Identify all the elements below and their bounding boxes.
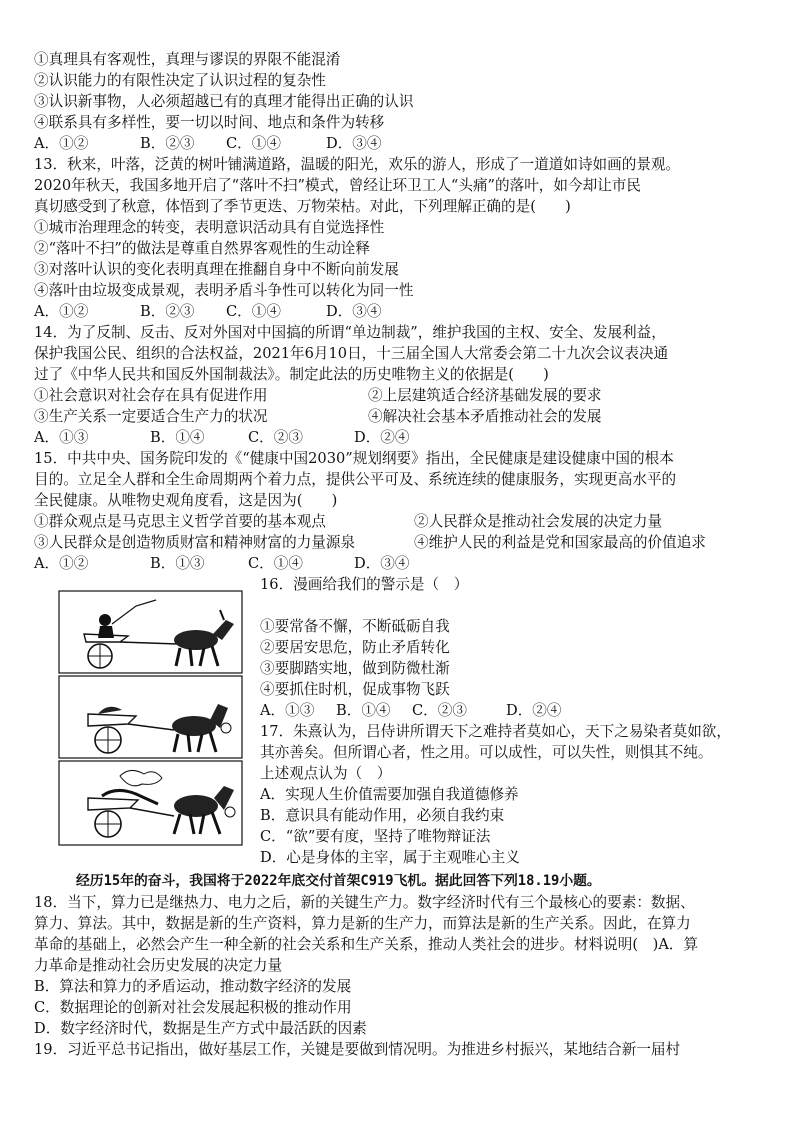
q19-stem-line-1: 19．习近平总书记指出，做好基层工作，关键是要做到情况明。为推进乡村振兴，某地结合新一届村 bbox=[34, 1041, 681, 1058]
q17-option-c[interactable]: C．“欲”要有度，坚持了唯物辩证法 bbox=[260, 828, 491, 845]
q18-stem-line-2: 算力、算法。其中，数据是新的生产资料，算力是新的生产力，而算法是新的生产关系。因此，在算力 bbox=[34, 915, 691, 932]
q12-item-4: ④联系具有多样性，要一切以时间、地点和条件为转移 bbox=[34, 114, 385, 131]
q16-stem: 16．漫画给我们的警示是（ ） bbox=[260, 576, 469, 593]
q13-option-d[interactable]: D．③④ bbox=[326, 303, 382, 320]
q13-item-2: ②“落叶不扫”的做法是尊重自然界客观性的生动诠释 bbox=[34, 240, 370, 257]
q18-option-d[interactable]: D．数字经济时代，数据是生产方式中最活跃的因素 bbox=[34, 1020, 367, 1037]
q18-stem-line-3: 革命的基础上，必然会产生一种全新的社会关系和生产关系，推动人类社会的进步。材料说明( )A．算 bbox=[34, 936, 699, 953]
q12-options bbox=[34, 134, 381, 154]
q15-items-row-1 bbox=[34, 512, 662, 532]
q14-item-3: ③生产关系一定要适合生产力的状况 bbox=[34, 408, 268, 425]
q15-option-b[interactable]: B．①③ bbox=[150, 555, 205, 572]
q14-item-1: ①社会意识对社会存在具有促进作用 bbox=[34, 387, 268, 404]
q12-item-2: ②认识能力的有限性决定了认识过程的复杂性 bbox=[34, 72, 326, 89]
q14-stem-line-2: 保护我国公民、组织的合法权益，2021年6月10日，十三届全国人大常委会第二十九次会议表决通 bbox=[34, 345, 669, 362]
q14-stem-line-3: 过了《中华人民共和国反外国制裁法》。制定此法的历史唯物主义的依据是( ) bbox=[34, 366, 549, 383]
q12-option-c[interactable]: C．①④ bbox=[226, 135, 281, 152]
q12-item-3: ③认识新事物，人必须超越已有的真理才能得出正确的认识 bbox=[34, 93, 414, 110]
q15-items-row-2 bbox=[34, 533, 706, 553]
q15-stem-line-3: 全民健康。从唯物史观角度看，这是因为( ) bbox=[34, 492, 338, 509]
q16-option-d[interactable]: D．②④ bbox=[506, 702, 562, 719]
q18-stem-line-1: 18．当下，算力已是继热力、电力之后，新的关键生产力。数字经济时代有三个最核心的要素：数据、 bbox=[34, 894, 695, 911]
q14-option-d[interactable]: D．②④ bbox=[354, 429, 410, 446]
q17-stem-line-2: 其亦善矣。但所谓心者，性之用。可以成性，可以失性，则惧其不纯。 bbox=[260, 744, 713, 761]
q18-option-b[interactable]: B．算法和算力的矛盾运动，推动数字经济的发展 bbox=[34, 978, 352, 995]
q13-item-4: ④落叶由垃圾变成景观，表明矛盾斗争性可以转化为同一性 bbox=[34, 282, 414, 299]
q18-option-c[interactable]: C．数据理论的创新对社会发展起积极的推动作用 bbox=[34, 999, 352, 1016]
q16-options bbox=[260, 701, 561, 721]
q13-stem-line-1: 13．秋来，叶落，泛黄的树叶铺满道路，温暖的阳光，欢乐的游人，形成了一道道如诗如画的景观。 bbox=[34, 156, 681, 173]
q17-stem-line-3: 上述观点认为（ ） bbox=[260, 765, 392, 782]
q18-stem-line-4: 力革命是推动社会历史发展的决定力量 bbox=[34, 957, 283, 974]
q17-option-a[interactable]: A．实现人生价值需要加强自我道德修养 bbox=[260, 786, 519, 803]
q14-options bbox=[34, 428, 409, 448]
q15-option-d[interactable]: D．③④ bbox=[354, 555, 410, 572]
q16-item-4: ④要抓住时机，促成事物飞跃 bbox=[260, 681, 450, 698]
q16-option-c[interactable]: C．②③ bbox=[412, 702, 467, 719]
q15-stem-line-2: 目的。立足全人群和全生命周期两个着力点，提供公平可及、系统连续的健康服务，实现更高水平的 bbox=[34, 471, 677, 488]
cartoon-panel-1 bbox=[59, 591, 242, 673]
q12-option-b[interactable]: B．②③ bbox=[140, 135, 195, 152]
q16-option-b[interactable]: B．①④ bbox=[336, 702, 391, 719]
q15-item-4: ④维护人民的利益是党和国家最高的价值追求 bbox=[414, 534, 706, 551]
q12-option-d[interactable]: D．③④ bbox=[326, 135, 382, 152]
q13-options bbox=[34, 302, 381, 322]
q15-item-2: ②人民群众是推动社会发展的决定力量 bbox=[414, 513, 663, 530]
q14-option-b[interactable]: B．①④ bbox=[150, 429, 205, 446]
q13-stem-line-3: 真切感受到了秋意，体悟到了季节更迭、万物荣枯。对此，下列理解正确的是( ) bbox=[34, 198, 571, 215]
q14-stem-line-1: 14．为了反制、反击、反对外国对中国搞的所谓“单边制裁”，维护我国的主权、安全、发展利益， bbox=[34, 324, 666, 341]
q13-option-b[interactable]: B．②③ bbox=[140, 303, 195, 320]
q16-item-3: ③要脚踏实地，做到防微杜渐 bbox=[260, 660, 450, 677]
q15-item-3: ③人民群众是创造物质财富和精神财富的力量源泉 bbox=[34, 534, 356, 551]
section-note: 经历15年的奋斗，我国将于2022年底交付首架C919飞机。据此回答下列18.19小题。 bbox=[76, 873, 601, 889]
q15-options bbox=[34, 554, 409, 574]
q12-option-a[interactable]: A．①② bbox=[34, 135, 89, 152]
q14-option-c[interactable]: C．②③ bbox=[248, 429, 303, 446]
q13-stem-line-2: 2020年秋天，我国多地开启了“落叶不扫”模式，曾经让环卫工人“头痛”的落叶，如今却让市民 bbox=[34, 177, 641, 194]
q14-option-a[interactable]: A．①③ bbox=[34, 429, 89, 446]
q16-item-2: ②要居安思危，防止矛盾转化 bbox=[260, 639, 450, 656]
q13-option-a[interactable]: A．①② bbox=[34, 303, 89, 320]
q14-items-row-1 bbox=[34, 386, 602, 406]
q13-option-c[interactable]: C．①④ bbox=[226, 303, 281, 320]
q17-option-b[interactable]: B．意识具有能动作用，必须自我约束 bbox=[260, 807, 505, 824]
q16-item-1: ①要常备不懈，不断砥砺自我 bbox=[260, 618, 450, 635]
q15-stem-line-1: 15．中共中央、国务院印发的《“健康中国2030”规划纲要》指出，全民健康是建设健康中国的根本 bbox=[34, 450, 674, 467]
q14-items-row-2 bbox=[34, 407, 602, 427]
q14-item-4: ④解决社会基本矛盾推动社会的发展 bbox=[368, 408, 602, 425]
cartoon-image bbox=[58, 590, 243, 846]
q16-option-a[interactable]: A．①③ bbox=[260, 702, 315, 719]
q12-item-1: ①真理具有客观性，真理与谬误的界限不能混淆 bbox=[34, 51, 341, 68]
q15-option-a[interactable]: A．①② bbox=[34, 555, 89, 572]
q13-item-1: ①城市治理理念的转变，表明意识活动具有自觉选择性 bbox=[34, 219, 385, 236]
q15-item-1: ①群众观点是马克思主义哲学首要的基本观点 bbox=[34, 513, 326, 530]
q17-option-d[interactable]: D．心是身体的主宰，属于主观唯心主义 bbox=[260, 849, 520, 866]
q13-item-3: ③对落叶认识的变化表明真理在推翻自身中不断向前发展 bbox=[34, 261, 399, 278]
q17-stem-line-1: 17．朱熹认为，吕侍讲所谓天下之难持者莫如心，天下之易染者莫如欲， bbox=[260, 723, 731, 740]
q15-option-c[interactable]: C．①④ bbox=[248, 555, 303, 572]
q14-item-2: ②上层建筑适合经济基础发展的要求 bbox=[368, 387, 602, 404]
